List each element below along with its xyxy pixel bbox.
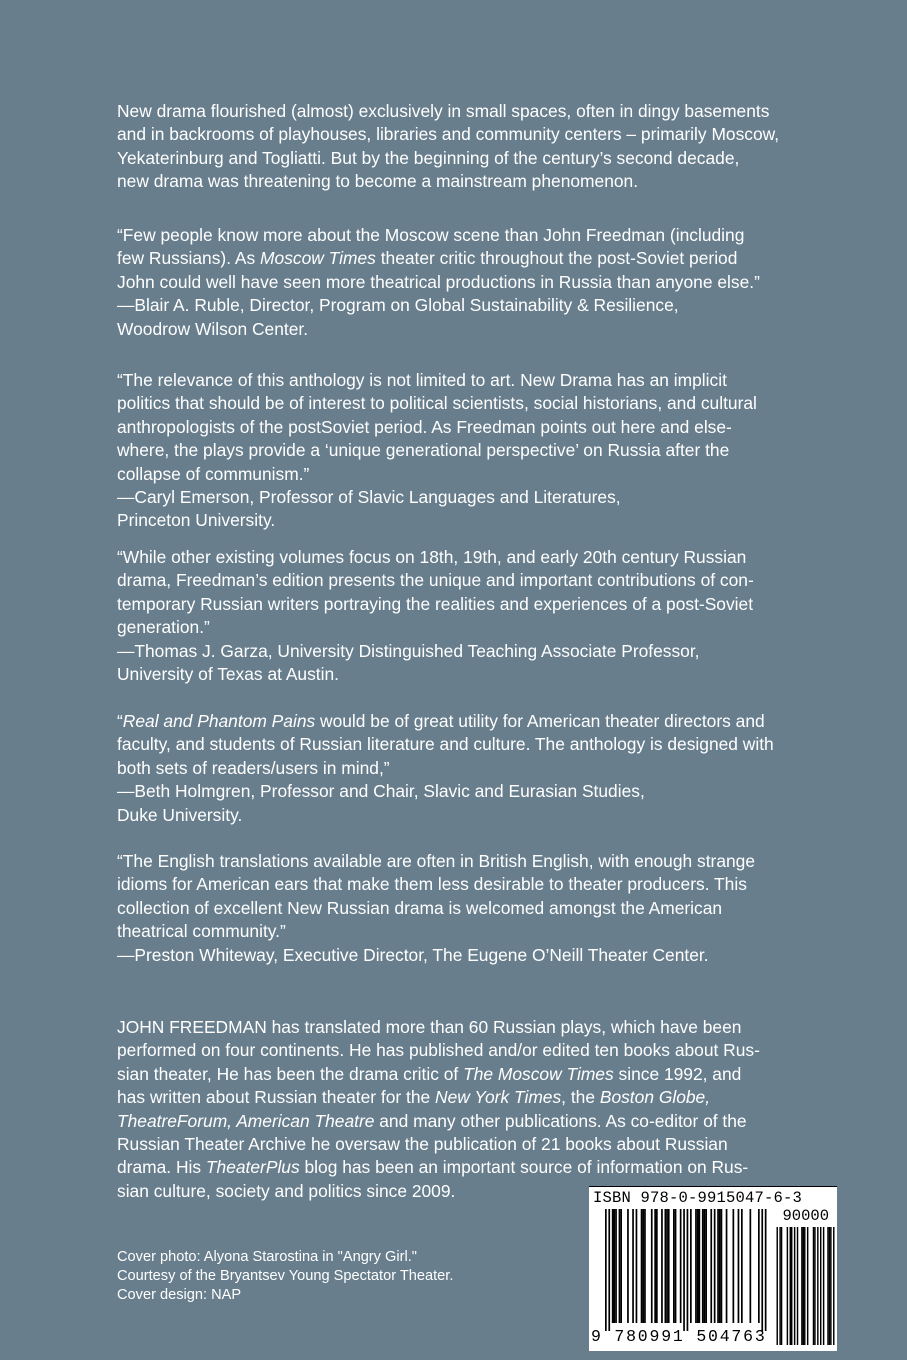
barcode-bar bbox=[627, 1209, 629, 1323]
isbn-barcode bbox=[589, 1186, 837, 1351]
barcode-bar bbox=[758, 1209, 760, 1323]
text-line: anthropologists of the postSoviet period. As Freedman points out here and else- bbox=[117, 416, 732, 437]
text-line: —Thomas J. Garza, University Distinguished Teaching Associate Professor, bbox=[117, 640, 700, 661]
addon-bar bbox=[817, 1227, 818, 1345]
barcode-bar bbox=[668, 1209, 670, 1323]
text-line: —Blair A. Ruble, Director, Program on Global Sustainability & Resilience, bbox=[117, 295, 679, 316]
barcode-bar bbox=[765, 1209, 767, 1331]
author-bio bbox=[117, 1016, 807, 1203]
barcode-bar bbox=[656, 1209, 658, 1323]
barcode-bar bbox=[644, 1209, 646, 1323]
credit-courtesy: Courtesy of the Bryantsev Young Spectator Theater. bbox=[117, 1268, 454, 1285]
text-line: —Caryl Emerson, Professor of Slavic Languages and Literatures, bbox=[117, 487, 621, 508]
price-code: 90000 bbox=[782, 1207, 829, 1225]
barcode-bar bbox=[750, 1209, 752, 1323]
addon-bar bbox=[781, 1227, 782, 1345]
addon-bar bbox=[797, 1227, 798, 1345]
text-line: generation.” bbox=[117, 617, 210, 638]
text-line: temporary Russian writers portraying the realities and experiences of a post-Soviet bbox=[117, 593, 754, 614]
text-line: Woodrow Wilson Center. bbox=[117, 318, 309, 339]
text-line: Duke University. bbox=[117, 804, 243, 825]
text-line: collection of excellent New Russian drama is welcomed amongst the American bbox=[117, 897, 723, 918]
text-line: few Russians). As Moscow Times theater critic throughout the post-Soviet period bbox=[117, 248, 738, 269]
barcode-bar bbox=[719, 1209, 721, 1323]
barcode-bar bbox=[680, 1209, 682, 1323]
barcode-bar bbox=[619, 1209, 621, 1323]
barcode-bar bbox=[699, 1209, 701, 1323]
barcode-bar bbox=[733, 1209, 735, 1323]
cover-credits bbox=[117, 1248, 453, 1306]
credit-photo: Cover photo: Alyona Starostina in "Angry Girl." bbox=[117, 1249, 417, 1265]
barcode-bar bbox=[702, 1209, 704, 1323]
text-line: has written about Russian theater for the New York Times, the Boston Globe, bbox=[117, 1087, 711, 1108]
barcode-bar bbox=[741, 1209, 743, 1323]
barcode-digits: 9 780991 504763 bbox=[591, 1327, 767, 1346]
text-line: new drama was threatening to become a mainstream phenomenon. bbox=[117, 171, 639, 192]
addon-bar bbox=[813, 1227, 814, 1345]
text-line: Russian Theater Archive he oversaw the publication of 21 books about Russian bbox=[117, 1134, 728, 1155]
addon-bar bbox=[794, 1227, 795, 1345]
addon-bar bbox=[830, 1227, 831, 1345]
text-line: performed on four continents. He has published and/or edited ten books about Rus- bbox=[117, 1040, 760, 1061]
addon-bar bbox=[820, 1227, 821, 1345]
barcode-bar bbox=[673, 1209, 675, 1323]
addon-bar bbox=[829, 1227, 830, 1345]
barcode-bar bbox=[675, 1209, 677, 1323]
barcode-bar bbox=[717, 1209, 719, 1323]
addon-bar bbox=[827, 1227, 828, 1345]
barcode-bar bbox=[761, 1209, 763, 1331]
text-line: theatrical community.” bbox=[117, 921, 286, 942]
barcode-bar bbox=[714, 1209, 716, 1323]
addon-bar bbox=[833, 1227, 834, 1345]
addon-bar bbox=[804, 1227, 805, 1345]
addon-bar bbox=[791, 1227, 792, 1345]
barcode-bar bbox=[666, 1209, 668, 1323]
barcode-bar bbox=[690, 1209, 692, 1323]
barcode-bar bbox=[654, 1209, 656, 1323]
barcode-bar bbox=[726, 1209, 728, 1323]
addon-bar bbox=[823, 1227, 824, 1345]
blurb-paragraph bbox=[117, 224, 807, 341]
addon-bar bbox=[803, 1227, 804, 1345]
blurb-paragraph bbox=[117, 850, 807, 967]
text-line: and in backrooms of playhouses, libraries and community centers – primarily Moscow, bbox=[117, 124, 780, 145]
barcode-bar bbox=[705, 1209, 707, 1323]
barcode-bar bbox=[738, 1209, 740, 1323]
blurb-paragraph bbox=[117, 546, 807, 686]
addon-bar bbox=[777, 1227, 778, 1345]
barcode-bar bbox=[704, 1209, 706, 1323]
barcode-bar bbox=[687, 1209, 689, 1331]
text-line: collapse of communism.” bbox=[117, 463, 310, 484]
barcode-bar bbox=[695, 1209, 697, 1323]
barcode-bar bbox=[608, 1209, 610, 1331]
text-line: New drama flourished (almost) exclusively in small spaces, often in dingy basements bbox=[117, 101, 770, 121]
text-line: faculty, and students of Russian literature and culture. The anthology is designed with bbox=[117, 734, 774, 755]
isbn-label: ISBN 978-0-9915047-6-3 bbox=[593, 1189, 803, 1207]
barcode-bar bbox=[614, 1209, 616, 1323]
barcode-bar bbox=[632, 1209, 634, 1323]
barcode-bar bbox=[697, 1209, 699, 1323]
blurb-paragraph bbox=[117, 369, 807, 533]
barcode-bar bbox=[642, 1209, 644, 1323]
text-line: John could well have seen more theatrical productions in Russia than anyone else.” bbox=[117, 271, 760, 292]
text-line: sian culture, society and politics since 2009. bbox=[117, 1180, 456, 1201]
barcode-bar bbox=[612, 1209, 614, 1323]
text-line: Princeton University. bbox=[117, 510, 276, 531]
barcode-bar bbox=[641, 1209, 643, 1323]
credit-design: Cover design: NAP bbox=[117, 1287, 242, 1304]
text-line: “Few people know more about the Moscow scene than John Freedman (including bbox=[117, 225, 745, 245]
text-line: —Beth Holmgren, Professor and Chair, Slavic and Eurasian Studies, bbox=[117, 781, 645, 802]
barcode-bar bbox=[615, 1209, 617, 1323]
text-line: where, the plays provide a ‘unique generational perspective’ on Russia after the bbox=[117, 440, 730, 461]
text-line: JOHN FREEDMAN has translated more than 60 Russian plays, which have been bbox=[117, 1017, 742, 1037]
barcode-bar bbox=[605, 1209, 607, 1331]
barcode-bar bbox=[651, 1209, 653, 1323]
addon-bar bbox=[787, 1227, 788, 1345]
text-line: idioms for American ears that make them less desirable to theater producers. This bbox=[117, 874, 747, 895]
barcode-bar bbox=[665, 1209, 667, 1323]
text-line: University of Texas at Austin. bbox=[117, 664, 339, 685]
barcode-bar bbox=[721, 1209, 723, 1323]
addon-bar bbox=[801, 1227, 802, 1345]
barcode-bar bbox=[661, 1209, 663, 1323]
text-line: “While other existing volumes focus on 18th, 19th, and early 20th century Russian bbox=[117, 547, 747, 567]
text-line: “The relevance of this anthology is not limited to art. New Drama has an implicit bbox=[117, 370, 727, 390]
text-line: sian theater, He has been the drama critic of The Moscow Times since 1992, and bbox=[117, 1063, 742, 1084]
text-line: both sets of readers/users in mind,” bbox=[117, 757, 390, 778]
barcode-bar bbox=[620, 1209, 622, 1323]
barcode-bar bbox=[710, 1209, 712, 1323]
addon-bar bbox=[790, 1227, 791, 1345]
text-line: drama. His TheaterPlus blog has been an important source of information on Rus- bbox=[117, 1157, 749, 1178]
text-line: politics that should be of interest to political scientists, social historians, and cultural bbox=[117, 393, 757, 414]
blurb-paragraph bbox=[117, 100, 807, 194]
addon-bar bbox=[814, 1227, 815, 1345]
addon-bar bbox=[807, 1227, 808, 1345]
text-line: TheatreForum, American Theatre and many other publications. As co-editor of the bbox=[117, 1110, 747, 1131]
text-line: “The English translations available are often in British English, with enough strange bbox=[117, 851, 756, 871]
text-line: drama, Freedman’s edition presents the unique and important contributions of con- bbox=[117, 570, 754, 591]
addon-bar bbox=[779, 1227, 780, 1345]
text-line: Yekaterinburg and Togliatti. But by the beginning of the century’s second decade, bbox=[117, 147, 740, 168]
barcode-bar bbox=[636, 1209, 638, 1323]
barcode-bar bbox=[683, 1209, 685, 1331]
text-line: “Real and Phantom Pains would be of great utility for American theater directors and bbox=[117, 711, 765, 731]
text-line: —Preston Whiteway, Executive Director, The Eugene O’Neill Theater Center. bbox=[117, 944, 709, 965]
blurb-paragraph bbox=[117, 710, 807, 827]
